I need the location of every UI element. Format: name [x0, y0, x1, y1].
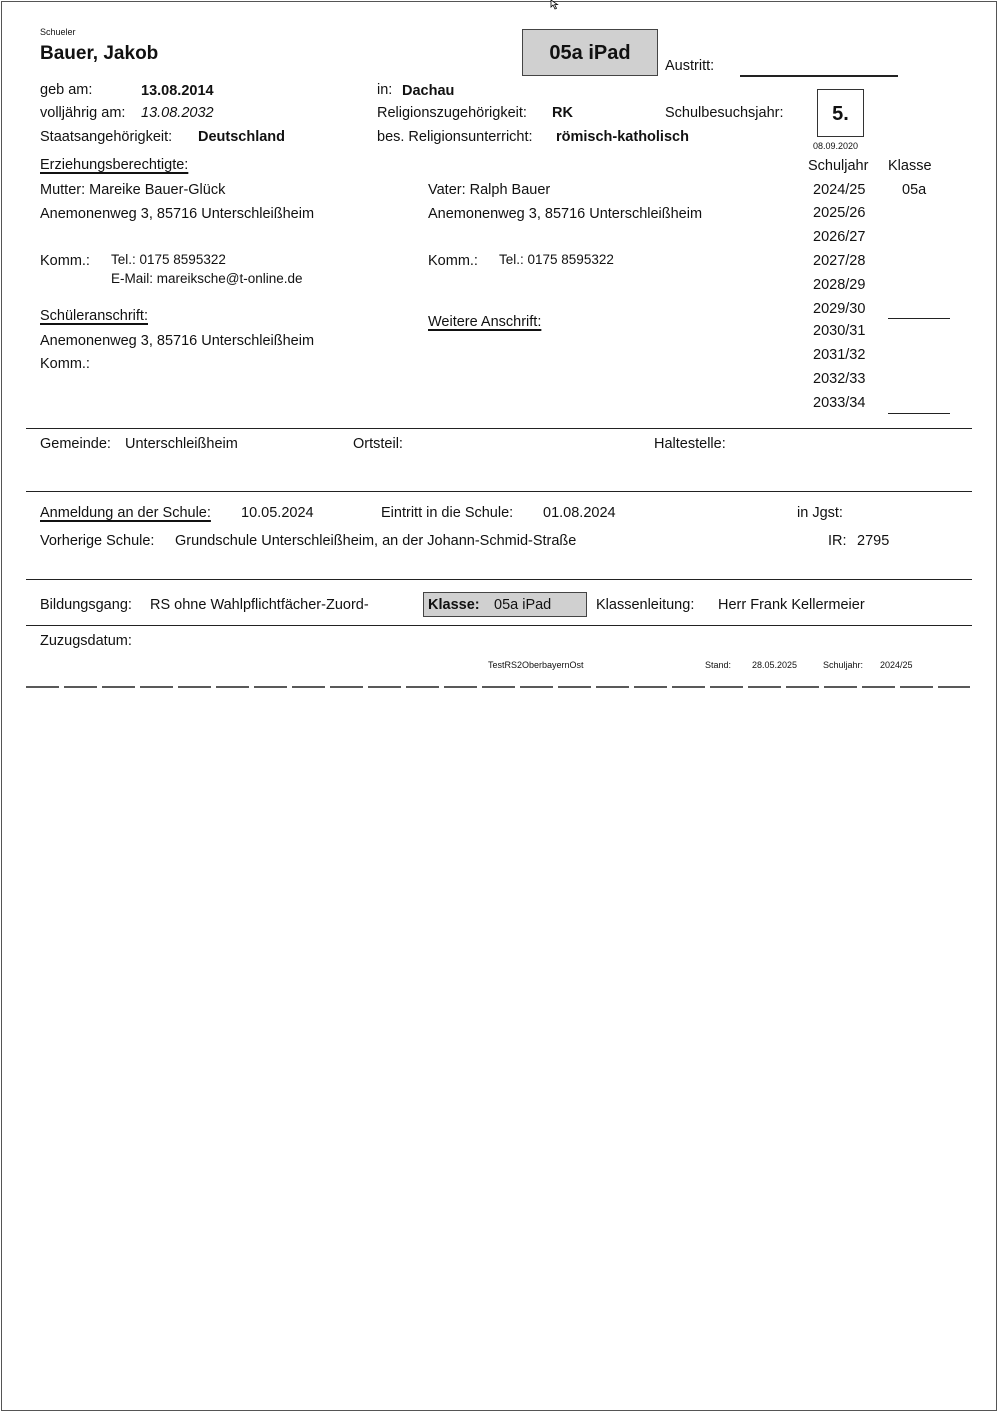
years-header-year: Schuljahr [808, 158, 869, 174]
gemeinde-label: Gemeinde: [40, 436, 111, 452]
father-address: Anemonenweg 3, 85716 Unterschleißheim [428, 206, 703, 222]
in-label: in: [377, 82, 393, 98]
austritt-label: Austritt: [665, 58, 715, 74]
school-code: TestRS2OberbayernOst [488, 660, 584, 670]
klasse-box [423, 592, 587, 617]
year-row: 2030/31 [813, 323, 866, 339]
vorherige-value: Grundschule Unterschleißheim, an der Johann-Schmid-Straße [175, 533, 577, 549]
schuljahr-value: 2024/25 [880, 660, 913, 670]
year-row: 2027/28 [813, 253, 866, 269]
year-row: 2031/32 [813, 347, 866, 363]
zuzug-label: Zuzugsdatum: [40, 633, 132, 649]
bildungsgang-label: Bildungsgang: [40, 597, 132, 613]
class-badge-text: 05a iPad [549, 42, 631, 64]
klasse-label: Klasse: [428, 597, 480, 613]
stand-label: Stand: [705, 660, 732, 670]
gemeinde-value: Unterschleißheim [125, 436, 238, 452]
year-row: 2033/34 [813, 395, 866, 411]
section-divider [26, 491, 972, 492]
eintritt-label: Eintritt in die Schule: [381, 505, 514, 521]
years-header-class: Klasse [888, 158, 932, 174]
guardians-heading: Erziehungsberechtigte: [40, 157, 189, 173]
section-divider [26, 428, 972, 429]
geb-value: 13.08.2014 [141, 83, 214, 99]
staat-value: Deutschland [198, 129, 286, 145]
mother-tel: Tel.: 0175 8595322 [111, 252, 226, 267]
section-divider [26, 625, 972, 626]
eintritt-value: 01.08.2024 [543, 505, 616, 521]
year-row: 2032/33 [813, 371, 866, 387]
vorherige-label: Vorherige Schule: [40, 533, 155, 549]
dashed-separator [26, 686, 970, 689]
year-row: 2025/26 [813, 205, 866, 221]
section-divider [26, 579, 972, 580]
weitere-anschrift-heading: Weitere Anschrift: [428, 314, 542, 330]
father-komm-label: Komm.: [428, 253, 478, 269]
schulbesuchsjahr-label: Schulbesuchsjahr: [665, 105, 784, 121]
year-row: 2024/25 [813, 182, 866, 198]
schuljahr-label: Schuljahr: [823, 660, 864, 670]
year-separator-line [888, 318, 950, 319]
in-value: Dachau [402, 83, 455, 99]
ir-label: IR: [828, 533, 847, 549]
klasse-value: 05a iPad [494, 597, 552, 613]
mother-email: E-Mail: mareiksche@t-online.de [111, 271, 303, 286]
student-komm-label: Komm.: [40, 356, 90, 372]
student-record-page [1, 1, 997, 1411]
besrel-label: bes. Religionsunterricht: [377, 129, 533, 145]
student-address-heading: Schüleranschrift: [40, 308, 148, 324]
klassenleitung-label: Klassenleitung: [596, 597, 695, 613]
year-row: 2028/29 [813, 277, 866, 293]
schulbesuchsjahr-box [817, 89, 864, 137]
stand-value: 28.05.2025 [752, 660, 798, 670]
austritt-line [740, 75, 898, 77]
geb-label: geb am: [40, 82, 93, 98]
student-name: Bauer, Jakob [40, 43, 159, 64]
schueler-label: Schueler [40, 27, 76, 37]
jgst-label: in Jgst: [797, 505, 843, 521]
year-row: 2029/30 [813, 301, 866, 317]
klassenleitung-value: Herr Frank Kellermeier [718, 597, 865, 613]
ir-value: 2795 [857, 533, 890, 549]
volljaehrig-value: 13.08.2032 [141, 105, 214, 121]
bildungsgang-value: RS ohne Wahlpflichtfächer-Zuord- [150, 597, 369, 613]
besrel-value: römisch-katholisch [556, 129, 689, 145]
year-row: 2026/27 [813, 229, 866, 245]
religion-label: Religionszugehörigkeit: [377, 105, 527, 121]
anmeldung-value: 10.05.2024 [241, 505, 314, 521]
mouse-cursor-icon [550, 0, 562, 10]
father-tel: Tel.: 0175 8595322 [499, 252, 614, 267]
volljaehrig-label: volljährig am: [40, 105, 126, 121]
schulbesuchsjahr-date: 08.09.2020 [813, 141, 859, 151]
father-name: Vater: Ralph Bauer [428, 182, 551, 198]
mother-komm-label: Komm.: [40, 253, 90, 269]
class-badge [522, 29, 658, 76]
religion-value: RK [552, 105, 573, 121]
mother-name: Mutter: Mareike Bauer-Glück [40, 182, 226, 198]
haltestelle-label: Haltestelle: [654, 436, 726, 452]
staat-label: Staatsangehörigkeit: [40, 129, 173, 145]
anmeldung-label: Anmeldung an der Schule: [40, 505, 211, 521]
mother-address: Anemonenweg 3, 85716 Unterschleißheim [40, 206, 315, 222]
student-address: Anemonenweg 3, 85716 Unterschleißheim [40, 333, 315, 349]
ortsteil-label: Ortsteil: [353, 436, 403, 452]
schulbesuchsjahr-value: 5. [832, 103, 849, 125]
year-class: 05a [902, 182, 927, 198]
year-separator-line [888, 413, 950, 414]
